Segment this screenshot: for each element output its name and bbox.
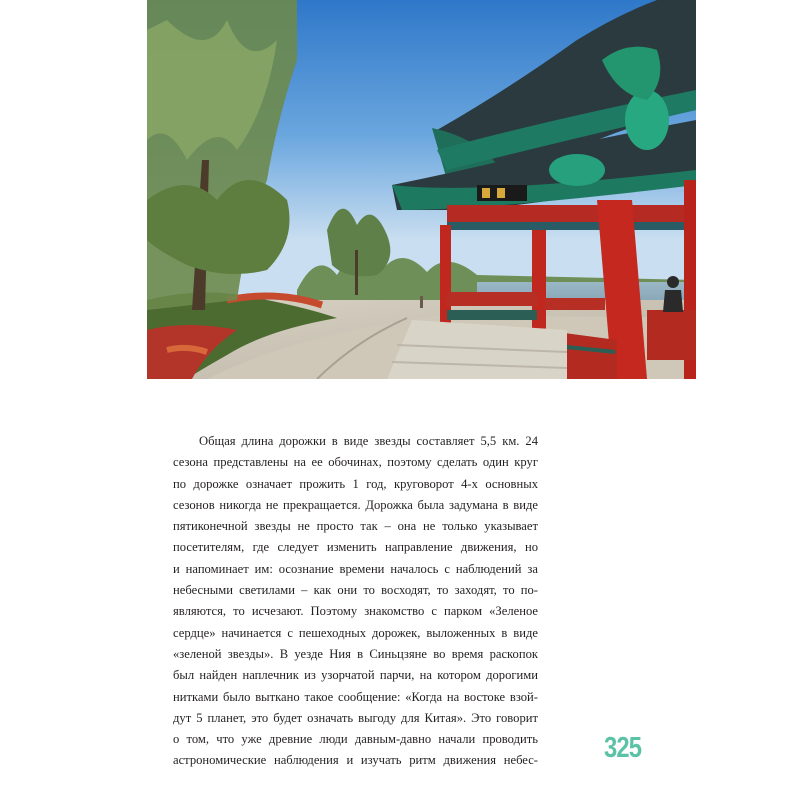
text-line: дут 5 планет, это будет означать выгоду для Китая». Это говорит <box>173 710 538 725</box>
text-line: посетителям, где следует изменить направление движения, но <box>173 540 538 555</box>
text-line: пятиконечной звезды не просто так – она не только указывает <box>173 519 538 534</box>
text-line: по дорожке означает прожить 1 год, круговорот 4-х основных <box>173 476 538 491</box>
text-line: являются, то исчезают. Поэтому знакомство с парком «Зеленое <box>173 604 538 619</box>
text-line: астрономические наблюдения и изучать ритм движения небес- <box>173 753 538 768</box>
page-number: 325 <box>604 732 642 764</box>
text-line: Общая длина дорожки в виде звезды составляет 5,5 км. 24 <box>199 434 538 448</box>
text-line: «зеленой звезды». В уезде Ния в Синьцзяне во время раскопок <box>173 646 538 661</box>
text-line: и напоминает им: осознание времени началось с наблюдений за <box>173 561 538 576</box>
text-line: о том, что уже древние люди давным-давно начали проводить <box>173 732 538 747</box>
article-body <box>173 431 538 772</box>
text-line: нитками было выткано такое сообщение: «Когда на востоке взой- <box>173 689 538 704</box>
text-line: сердце» начинается с пешеходных дорожек, выложенных в виде <box>173 625 538 640</box>
text-line: сезонов никогда не прекращается. Дорожка была задумана в виде <box>173 497 538 512</box>
pavilion-park-photo <box>147 0 696 379</box>
text-line: небесными светилами – как они то восходят, то заходят, то по- <box>173 583 538 598</box>
text-line: сезона представлены на ее обочинах, поэтому сделать один круг <box>173 455 538 470</box>
text-line: был найден наплечник из узорчатой парчи, на котором дорогими <box>173 668 538 683</box>
